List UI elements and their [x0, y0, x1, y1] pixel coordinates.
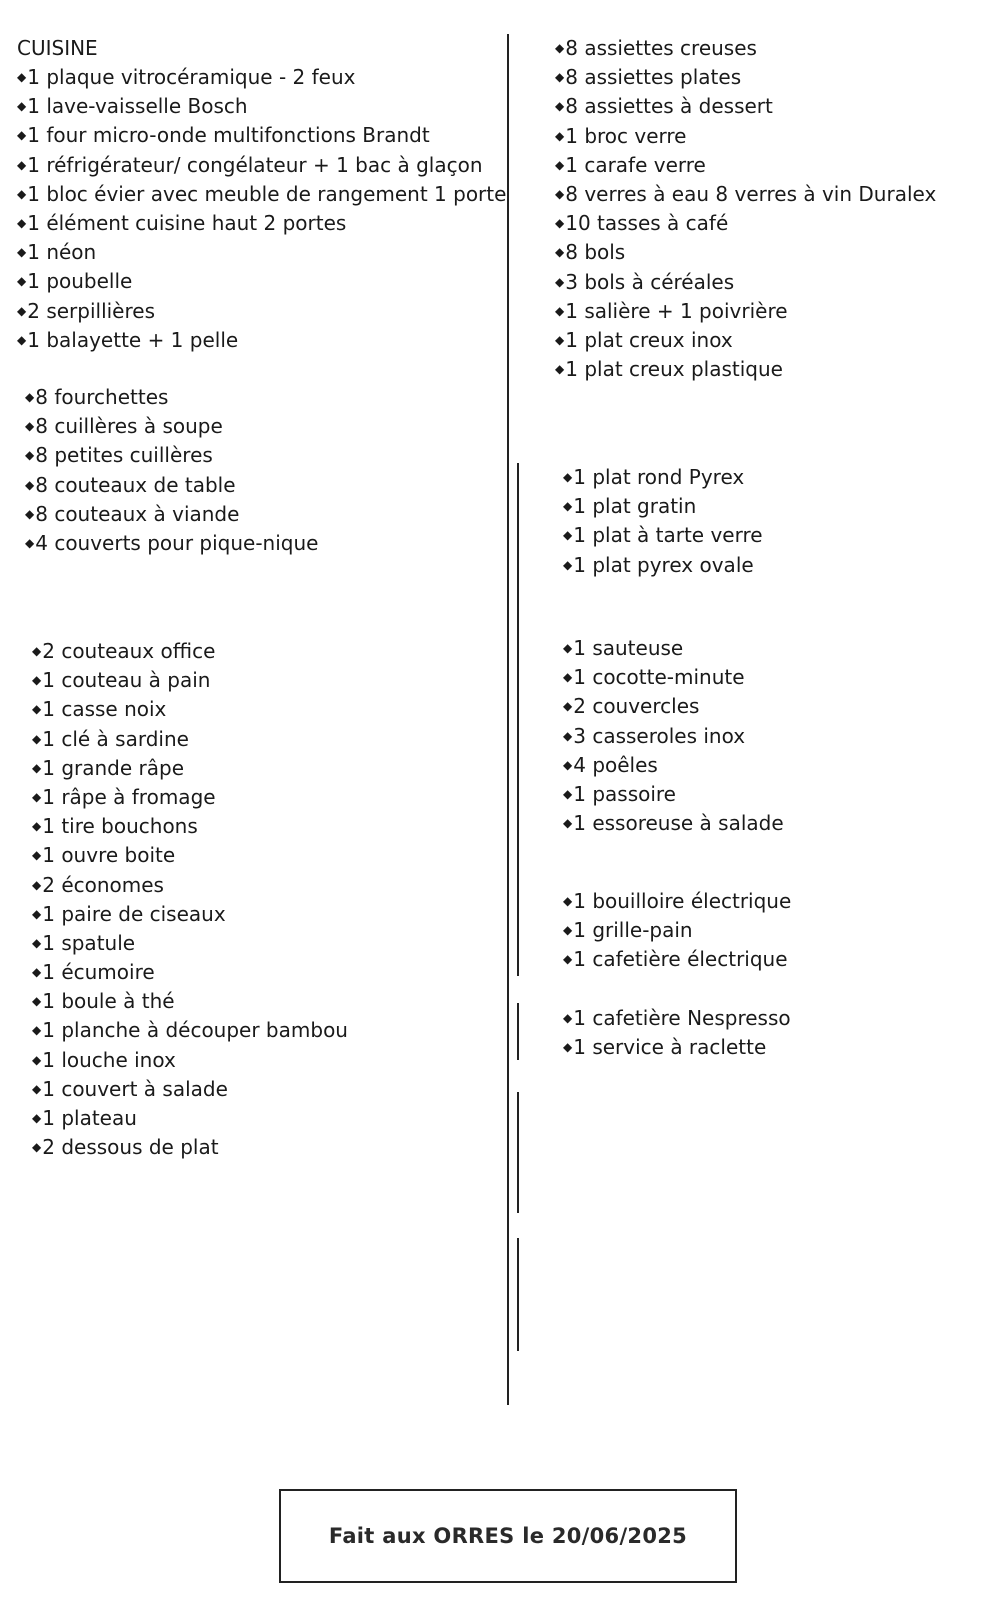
list-item-text: 1 plat creux plastique — [565, 357, 783, 382]
kitchen-appliances-list — [17, 63, 506, 355]
list-item — [25, 500, 318, 529]
bullet-icon: ◆ — [17, 332, 27, 347]
list-item — [563, 692, 784, 721]
list-item-text: 1 réfrigérateur/ congélateur + 1 bac à glaçon — [27, 152, 483, 177]
bullet-icon: ◆ — [32, 789, 42, 804]
bullet-icon: ◆ — [25, 390, 35, 404]
list-item — [555, 297, 936, 326]
list-item — [555, 268, 936, 297]
list-item-text: 1 plat creux inox — [565, 327, 733, 352]
list-item-text: 1 tire bouchons — [42, 814, 198, 839]
list-item — [32, 666, 348, 695]
list-item-text: 8 couteaux de table — [35, 472, 236, 497]
small-appliances-list — [563, 887, 791, 975]
list-item — [555, 151, 936, 180]
list-item — [563, 492, 763, 521]
bullet-icon: ◆ — [32, 965, 42, 980]
bullet-icon: ◆ — [17, 303, 27, 318]
list-item-text: 1 paire de ciseaux — [42, 901, 226, 926]
list-item-text: 2 serpillières — [27, 298, 155, 323]
list-item-text: 1 élément cuisine haut 2 portes — [27, 210, 347, 235]
bullet-icon: ◆ — [17, 128, 27, 143]
bullet-icon: ◆ — [17, 157, 27, 172]
list-item-text: 8 assiettes plates — [565, 65, 742, 90]
list-item — [17, 63, 506, 92]
list-item-text: 1 bloc évier avec meuble de rangement 1 porte — [27, 181, 507, 206]
column-divider — [507, 34, 509, 1405]
bullet-icon: ◆ — [32, 994, 42, 1009]
list-item — [25, 441, 318, 470]
bullet-icon: ◆ — [32, 1111, 42, 1125]
list-item — [563, 463, 763, 492]
list-item — [17, 267, 506, 296]
footer-date-text: Fait aux ORRES le 20/06/2025 — [328, 1524, 688, 1548]
list-item-text: 10 tasses à café — [565, 211, 729, 236]
list-item — [17, 209, 506, 238]
bullet-icon: ◆ — [32, 1052, 42, 1067]
list-item-text: 1 cafetière Nespresso — [573, 1006, 791, 1030]
list-item-text: 1 sauteuse — [573, 636, 684, 660]
list-item — [563, 809, 784, 838]
bullet-icon: ◆ — [25, 506, 35, 521]
bullet-icon: ◆ — [25, 448, 35, 463]
list-item — [555, 92, 936, 121]
coffee-raclette-list — [563, 1004, 791, 1062]
list-item — [555, 180, 936, 209]
bullet-icon: ◆ — [563, 1011, 573, 1025]
list-item — [32, 1133, 348, 1162]
list-item-text: 1 écumoire — [42, 960, 155, 985]
list-item — [555, 238, 936, 267]
list-item — [563, 916, 791, 945]
bullet-icon: ◆ — [563, 557, 573, 572]
list-item — [32, 1075, 348, 1104]
list-item-text: 1 clé à sardine — [42, 726, 189, 751]
list-item — [32, 783, 348, 812]
bullet-icon: ◆ — [555, 245, 565, 260]
bullet-icon: ◆ — [17, 70, 27, 84]
bullet-icon: ◆ — [32, 848, 42, 863]
list-item — [17, 326, 506, 355]
list-item-text: 1 carafe verre — [565, 152, 706, 177]
list-item-text: 8 couteaux à viande — [35, 501, 240, 526]
list-item-text: 1 plat gratin — [573, 494, 697, 519]
list-item — [563, 1004, 791, 1033]
list-item-text: 8 bols — [565, 240, 626, 265]
list-item — [563, 887, 791, 916]
list-item — [17, 92, 506, 121]
list-item — [563, 663, 784, 692]
bullet-icon: ◆ — [563, 923, 573, 938]
bullet-icon: ◆ — [32, 819, 42, 834]
bullet-icon: ◆ — [563, 528, 573, 543]
bullet-icon: ◆ — [555, 99, 565, 114]
bullet-icon: ◆ — [563, 894, 573, 908]
list-item — [25, 412, 318, 441]
list-item-text: 1 four micro-onde multifonctions Brandt — [27, 123, 430, 148]
list-item — [555, 122, 936, 151]
list-item-text: 1 bouilloire électrique — [573, 889, 792, 913]
list-item-text: 4 poêles — [573, 752, 658, 777]
bullet-icon: ◆ — [563, 757, 573, 772]
list-item — [563, 634, 784, 663]
list-item — [32, 841, 348, 870]
list-item-text: 1 grille-pain — [573, 918, 693, 943]
list-item — [25, 471, 318, 500]
list-item — [32, 637, 348, 666]
list-item — [32, 1104, 348, 1133]
list-item-text: 1 néon — [27, 240, 97, 265]
list-item-text: 8 petites cuillères — [35, 443, 213, 468]
list-item-text: 1 boule à thé — [42, 989, 175, 1014]
list-item — [17, 297, 506, 326]
list-item — [563, 780, 784, 809]
bullet-icon: ◆ — [563, 699, 573, 714]
bullet-icon: ◆ — [32, 1140, 42, 1155]
list-item — [32, 695, 348, 724]
signature-box — [279, 1489, 737, 1583]
list-item — [32, 725, 348, 754]
list-item — [32, 871, 348, 900]
list-item-text: 1 plaque vitrocéramique - 2 feux — [27, 65, 356, 89]
bullet-icon: ◆ — [32, 702, 42, 717]
utensils-list — [32, 637, 348, 1162]
list-item — [555, 209, 936, 238]
column-divider-segment — [517, 1238, 519, 1351]
bullet-icon: ◆ — [32, 673, 42, 688]
list-item-text: 1 service à raclette — [573, 1035, 767, 1060]
list-item-text: 3 bols à céréales — [565, 269, 735, 294]
bullet-icon: ◆ — [563, 786, 573, 801]
bullet-icon: ◆ — [32, 935, 42, 950]
list-item — [563, 521, 763, 550]
list-item — [563, 1033, 791, 1062]
list-item — [17, 180, 506, 209]
bullet-icon: ◆ — [555, 128, 565, 143]
list-item-text: 3 casseroles inox — [573, 723, 746, 748]
column-divider-segment — [517, 1092, 519, 1213]
list-item-text: 1 spatule — [42, 930, 136, 955]
list-item — [563, 722, 784, 751]
section-title: CUISINE — [17, 36, 98, 60]
bullet-icon: ◆ — [17, 186, 27, 201]
list-item-text: 1 râpe à fromage — [42, 784, 216, 809]
bullet-icon: ◆ — [563, 470, 573, 484]
bullet-icon: ◆ — [32, 1023, 42, 1038]
list-item — [32, 929, 348, 958]
bullet-icon: ◆ — [32, 906, 42, 921]
bullet-icon: ◆ — [555, 303, 565, 318]
list-item-text: 1 ouvre boite — [42, 843, 176, 868]
bullet-icon: ◆ — [555, 216, 565, 231]
list-item-text: 1 planche à découper bambou — [42, 1018, 348, 1043]
list-item — [555, 63, 936, 92]
list-item — [32, 754, 348, 783]
bullet-icon: ◆ — [563, 1040, 573, 1055]
bullet-icon: ◆ — [563, 952, 573, 967]
bullet-icon: ◆ — [555, 362, 565, 377]
list-item-text: 8 fourchettes — [35, 385, 169, 409]
list-item-text: 1 essoreuse à salade — [573, 811, 784, 836]
list-item — [563, 551, 763, 580]
list-item — [17, 121, 506, 150]
list-item — [563, 751, 784, 780]
cookware-list — [563, 634, 784, 838]
bullet-icon: ◆ — [563, 670, 573, 685]
list-item-text: 2 dessous de plat — [42, 1135, 219, 1160]
list-item-text: 1 plateau — [42, 1106, 137, 1130]
bullet-icon: ◆ — [555, 157, 565, 172]
bullet-icon: ◆ — [25, 535, 35, 550]
bullet-icon: ◆ — [555, 186, 565, 201]
list-item-text: 1 salière + 1 poivrière — [565, 298, 788, 323]
list-item-text: 1 plat rond Pyrex — [573, 465, 745, 489]
list-item-text: 1 poubelle — [27, 269, 133, 294]
list-item-text: 1 casse noix — [42, 697, 167, 722]
list-item-text: 8 assiettes creuses — [565, 36, 757, 60]
list-item — [555, 34, 936, 63]
list-item-text: 1 balayette + 1 pelle — [27, 327, 239, 352]
bullet-icon: ◆ — [563, 816, 573, 831]
cutlery-list — [25, 383, 318, 558]
list-item-text: 8 assiettes à dessert — [565, 94, 773, 119]
bullet-icon: ◆ — [17, 245, 27, 260]
bullet-icon: ◆ — [17, 274, 27, 289]
bullet-icon: ◆ — [563, 499, 573, 514]
baking-dishes-list — [563, 463, 763, 580]
list-item — [17, 238, 506, 267]
list-item-text: 1 broc verre — [565, 123, 687, 148]
list-item — [25, 383, 318, 412]
list-item — [32, 812, 348, 841]
column-divider-segment — [517, 1003, 519, 1060]
list-item — [25, 529, 318, 558]
bullet-icon: ◆ — [555, 41, 565, 55]
bullet-icon: ◆ — [25, 419, 35, 434]
bullet-icon: ◆ — [17, 99, 27, 114]
list-item — [32, 987, 348, 1016]
bullet-icon: ◆ — [32, 731, 42, 746]
list-item — [555, 326, 936, 355]
list-item — [555, 355, 936, 384]
list-item-text: 1 plat pyrex ovale — [573, 552, 754, 577]
list-item-text: 2 économes — [42, 872, 164, 897]
list-item — [32, 900, 348, 929]
list-item-text: 1 grande râpe — [42, 755, 185, 780]
column-divider-segment — [517, 463, 519, 976]
list-item — [32, 958, 348, 987]
bullet-icon: ◆ — [17, 215, 27, 230]
list-item-text: 2 couteaux office — [42, 639, 216, 663]
bullet-icon: ◆ — [555, 332, 565, 347]
bullet-icon: ◆ — [563, 641, 573, 655]
list-item-text: 1 couteau à pain — [42, 668, 211, 693]
list-item-text: 1 plat à tarte verre — [573, 523, 763, 548]
list-item-text: 8 cuillères à soupe — [35, 414, 223, 439]
list-item — [17, 151, 506, 180]
bullet-icon: ◆ — [563, 728, 573, 743]
list-item-text: 2 couvercles — [573, 694, 700, 719]
list-item — [32, 1046, 348, 1075]
list-item-text: 1 couvert à salade — [42, 1076, 228, 1101]
list-item — [563, 945, 791, 974]
bullet-icon: ◆ — [25, 477, 35, 492]
bullet-icon: ◆ — [555, 274, 565, 289]
tableware-list — [555, 34, 936, 384]
list-item-text: 8 verres à eau 8 verres à vin Duralex — [565, 181, 937, 206]
bullet-icon: ◆ — [555, 70, 565, 85]
list-item-text: 4 couverts pour pique-nique — [35, 530, 319, 555]
list-item-text: 1 louche inox — [42, 1047, 176, 1072]
bullet-icon: ◆ — [32, 644, 42, 658]
list-item-text: 1 cocotte-minute — [573, 665, 745, 690]
list-item-text: 1 cafetière électrique — [573, 947, 788, 972]
list-item-text: 1 passoire — [573, 781, 676, 806]
list-item — [32, 1016, 348, 1045]
bullet-icon: ◆ — [32, 760, 42, 775]
list-item-text: 1 lave-vaisselle Bosch — [27, 94, 248, 119]
bullet-icon: ◆ — [32, 877, 42, 892]
bullet-icon: ◆ — [32, 1081, 42, 1096]
